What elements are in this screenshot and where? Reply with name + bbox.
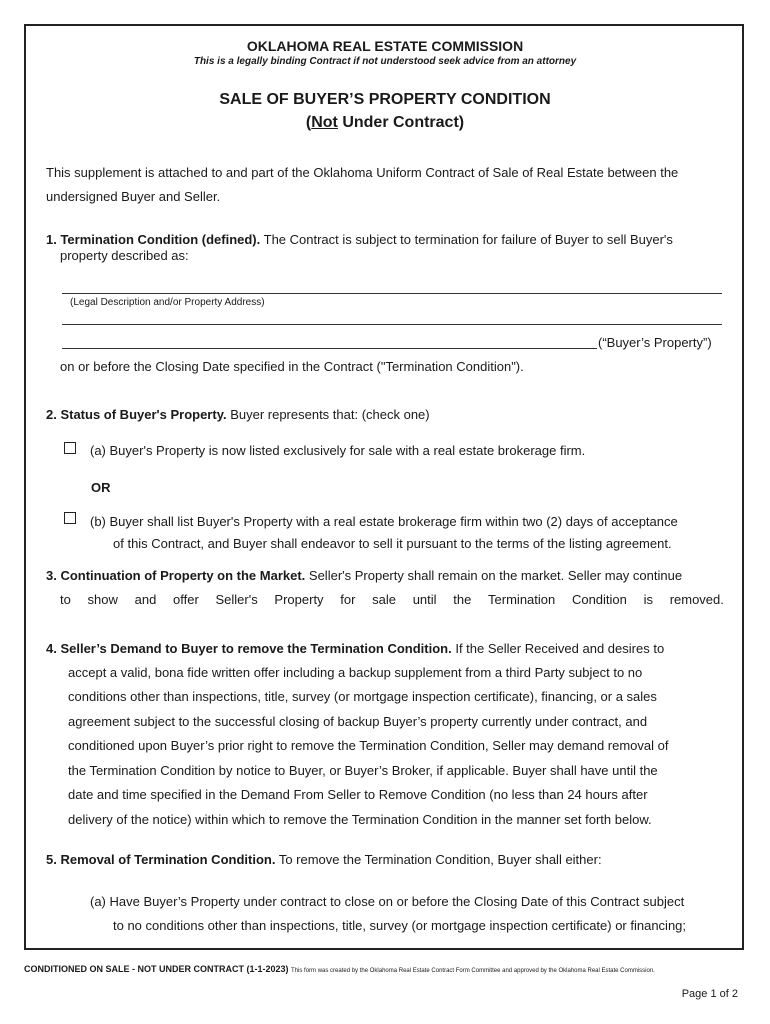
option-b-checkbox[interactable]	[64, 512, 76, 524]
property-field-label: (Legal Description and/or Property Address)	[70, 297, 265, 308]
intro-line-2: undersigned Buyer and Seller.	[46, 189, 221, 204]
section-3-line-1	[46, 568, 682, 584]
section-3-word: the	[453, 592, 472, 607]
property-field-line-1[interactable]	[62, 293, 722, 294]
section-3-word: and	[134, 592, 157, 607]
section-4-line: date and time specified in the Demand From Seller to Remove Condition (no less than 24 hours after	[68, 787, 648, 802]
footer-form-id	[24, 964, 655, 974]
section-3-line-2	[60, 592, 724, 607]
section-2-line	[46, 407, 430, 423]
section-5-text: To remove the Termination Condition, Buyer shall either:	[275, 852, 602, 867]
subtitle-not: Not	[311, 114, 338, 131]
section-4-line: agreement subject to the successful closing of backup Buyer’s property currently under contract, and	[68, 714, 648, 729]
section-1-heading: 1. Termination Condition (defined).	[46, 232, 261, 247]
section-5-line-1	[46, 852, 602, 868]
section-1-line-1	[46, 232, 673, 248]
section-5-heading: 5. Removal of Termination Condition.	[46, 852, 276, 867]
or-label: OR	[91, 480, 111, 495]
section-2-heading: 2. Status of Buyer's Property.	[46, 407, 227, 422]
section-5-option-a-line-2: to no conditions other than inspections, title, survey (or mortgage inspection certificate) or financing;	[113, 918, 687, 933]
commission-heading: OKLAHOMA REAL ESTATE COMMISSION	[246, 38, 524, 54]
section-3-word: offer	[173, 592, 199, 607]
termination-condition-line: on or before the Closing Date specified in the Contract ("Termination Condition").	[60, 359, 524, 374]
section-1-text: The Contract is subject to termination for failure of Buyer to sell Buyer's	[260, 232, 673, 247]
subtitle-open: (	[305, 114, 312, 131]
section-4-line: conditions other than inspections, title, survey (or mortgage inspection certificate), financing, or a sales	[68, 689, 657, 704]
section-3-heading: 3. Continuation of Property on the Market.	[46, 568, 306, 583]
option-b-line-1: (b) Buyer shall list Buyer's Property with a real estate brokerage firm within two (2) days of acceptance	[90, 514, 678, 529]
section-3-text: Seller's Property shall remain on the market. Seller may continue	[305, 568, 683, 583]
option-a-checkbox[interactable]	[64, 442, 76, 454]
section-2-text: Buyer represents that: (check one)	[226, 407, 430, 422]
section-3-word: removed.	[669, 592, 724, 607]
section-4-line: the Termination Condition by notice to Buyer, or Buyer’s Broker, if applicable. Buyer shall have until the	[68, 763, 658, 778]
section-1-line-2: property described as:	[60, 248, 189, 263]
option-b-line-2: of this Contract, and Buyer shall endeavor to sell it pursuant to the terms of the listing agreement.	[113, 536, 672, 551]
section-4-line-1	[46, 641, 664, 657]
section-4-text: If the Seller Received and desires to	[451, 641, 665, 656]
property-field-line-2[interactable]	[62, 324, 722, 325]
section-4-heading: 4. Seller’s Demand to Buyer to remove the Termination Condition.	[46, 641, 452, 656]
subtitle-rest: Under Contract)	[337, 114, 465, 131]
section-3-word: until	[412, 592, 437, 607]
section-3-word: is	[643, 592, 653, 607]
section-4-line: conditioned upon Buyer’s prior right to remove the Termination Condition, Seller may demand removal of	[68, 738, 669, 753]
section-3-word: to	[60, 592, 71, 607]
section-3-word: Seller's	[215, 592, 258, 607]
section-5-option-a-line-1: (a) Have Buyer’s Property under contract to close on or before the Closing Date of this Contract subject	[90, 894, 685, 909]
footer-note: This form was created by the Oklahoma Real Estate Contract Form Committee and approved by the Oklahoma Real Estate Commission.	[291, 968, 655, 974]
page-number: Page 1 of 2	[681, 988, 738, 1000]
option-a-text: (a) Buyer's Property is now listed exclusively for sale with a real estate brokerage firm.	[90, 443, 586, 458]
section-3-word: Condition	[571, 592, 627, 607]
section-3-word: Termination	[488, 592, 556, 607]
section-3-word: sale	[372, 592, 396, 607]
form-identifier: CONDITIONED ON SALE - NOT UNDER CONTRACT (1-1-2023)	[24, 964, 289, 974]
section-3-word: Property	[274, 592, 324, 607]
document-title: SALE OF BUYER’S PROPERTY CONDITION	[219, 91, 551, 108]
property-field-line-3[interactable]	[62, 348, 597, 349]
section-4-line: accept a valid, bona fide written offer including a backup supplement from a third Party subject to no	[68, 665, 643, 680]
document-subtitle	[0, 114, 770, 132]
section-4-line: delivery of the notice) within which to remove the Termination Condition in the manner set forth below.	[68, 812, 652, 827]
legal-warning: This is a legally binding Contract if not understood seek advice from an attorney	[193, 56, 577, 67]
section-3-word: show	[87, 592, 118, 607]
buyer-property-label: (“Buyer’s Property”)	[598, 335, 712, 350]
intro-line-1: This supplement is attached to and part of the Oklahoma Uniform Contract of Sale of Real Estate between the	[46, 165, 679, 180]
section-3-word: for	[340, 592, 356, 607]
